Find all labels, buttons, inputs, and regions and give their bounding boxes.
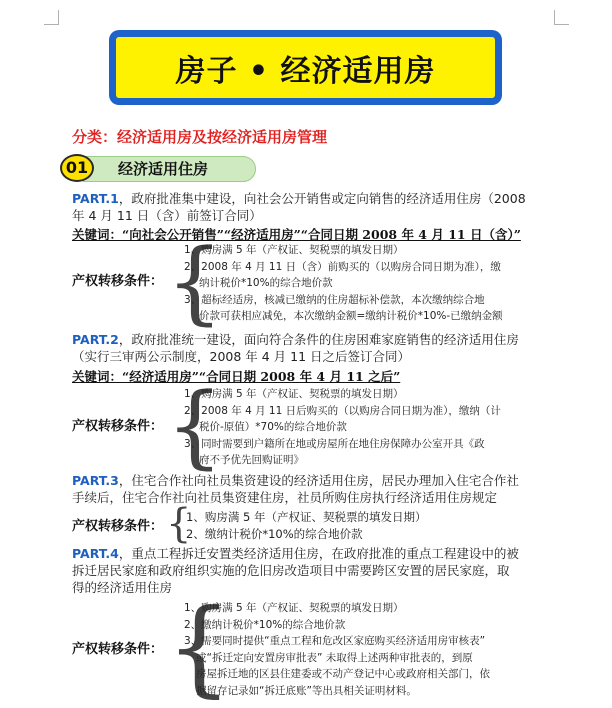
condition-item: 3、同时需要到户籍所在地或房屋所在地住房保障办公室开具《政 [184, 437, 485, 450]
condition-item: 2、2008 年 4 月 11 日后购买的（以购房合同日期为准），缴纳（计 [184, 404, 501, 417]
section-title: 经济适用住房 [118, 160, 209, 178]
condition-item: 房屋拆迁地的区县住建委或不动产登记中心或政府相关部门，依 [196, 668, 490, 680]
part-text-line: ，政府批准集中建设，向社会公开销售或定向销售的经济适用住房（2008 [118, 191, 526, 206]
part-tag: PART.2 [72, 332, 119, 347]
brace-icon: { [166, 586, 233, 708]
part-1-condition-label: 产权转移条件： [72, 274, 164, 289]
condition-item: 1、购房满 5 年（产权证、契税票的填发日期） [184, 244, 404, 256]
condition-item: 3、超标经适房，核减已缴纳的住房超标补偿款，本次缴纳综合地 [184, 293, 485, 306]
condition-item: 或“拆迁定向安置房审批表” 未取得上述两种审批表的，到原 [196, 651, 473, 664]
part-text-line: （实行三审两公示制度，2008 年 4 月 11 日之后签订合同） [72, 349, 411, 364]
part-tag: PART.1 [72, 191, 119, 206]
part-text-line: 手续后，住宅合作社向社员集资建住房，社员所购住房执行经济适用住房规定 [72, 490, 498, 505]
part-4-condition-list [184, 600, 490, 699]
part-1-condition-list [184, 242, 503, 325]
condition-item: 纳计税价*10%的综合地价款 [199, 277, 333, 289]
condition-item: 1、购房满 5 年（产权证、契税票的填发日期） [184, 388, 404, 400]
part-4-condition-label: 产权转移条件： [72, 642, 164, 657]
part-text-line: 年 4 月 11 日（含）前签订合同） [72, 208, 262, 223]
condition-item: 府不予优先回购证明》 [199, 454, 304, 466]
category-heading: 分类：经济适用房及按经济适用房管理 [72, 128, 328, 146]
part-text-line: ，政府批准统一建设，面向符合条件的住房困难家庭销售的经济适用住房 [118, 332, 519, 347]
part-3-condition-label: 产权转移条件： [72, 519, 164, 534]
condition-item: 1、购房满 5 年（产权证、契税票的填发日期） [186, 510, 427, 524]
part-text-line: ，重点工程拆迁安置类经济适用住房，在政府批准的重点工程建设中的被 [118, 546, 519, 561]
part-tag: PART.3 [72, 473, 119, 488]
condition-item: 1、购房满 5 年（产权证、契税票的填发日期） [184, 602, 404, 614]
part-1-paragraph [72, 190, 550, 224]
title-banner [109, 30, 502, 105]
condition-item: 据留存记录如“拆迁底账”等出具相关证明材料。 [196, 684, 417, 697]
page-corner-mark-right [554, 10, 569, 25]
part-3-condition-list [186, 509, 426, 543]
brace-icon: { [166, 230, 224, 335]
section-number-badge: 01 [60, 154, 94, 182]
part-4-paragraph [72, 545, 550, 596]
page-title: 房子 • 经济适用房 [116, 37, 495, 98]
condition-item: 税价-原值）*70%的综合地价款 [199, 421, 347, 433]
brace-icon: { [166, 501, 192, 547]
part-2-condition-label: 产权转移条件： [72, 419, 164, 434]
brace-icon: { [166, 374, 224, 479]
part-2-paragraph [72, 331, 550, 365]
part-1-keywords: 关键词：“向社会公开销售”“经济适用房”“合同日期 2008 年 4 月 11 日（含）” [72, 227, 521, 242]
part-tag: PART.4 [72, 546, 119, 561]
condition-item: 3、需要同时提供“重点工程和危改区家庭购买经济适用房审核表” [184, 635, 486, 647]
condition-item: 价款可获相应减免，本次缴纳金额=缴纳计税价*10%-已缴纳金额 [199, 310, 503, 322]
condition-item: 2、2008 年 4 月 11 日（含）前购买的（以购房合同日期为准），缴 [184, 260, 501, 273]
part-2-condition-list [184, 386, 501, 469]
section-header [60, 154, 256, 184]
part-2-keywords: 关键词：“经济适用房”“合同日期 2008 年 4 月 11 之后” [72, 369, 401, 384]
condition-item: 2、缴纳计税价*10%的综合地价款 [184, 618, 346, 631]
part-3-paragraph [72, 472, 550, 506]
part-text-line: 拆迁居民家庭和政府组织实施的危旧房改造项目中需要跨区安置的居民家庭，取 [72, 563, 510, 578]
condition-item: 2、缴纳计税价*10%的综合地价款 [186, 527, 363, 541]
part-text-line: 得的经济适用住房 [72, 580, 173, 595]
page-corner-mark-left [44, 10, 59, 25]
part-text-line: ，住宅合作社向社员集资建设的经济适用住房，居民办理加入住宅合作社 [118, 473, 519, 488]
